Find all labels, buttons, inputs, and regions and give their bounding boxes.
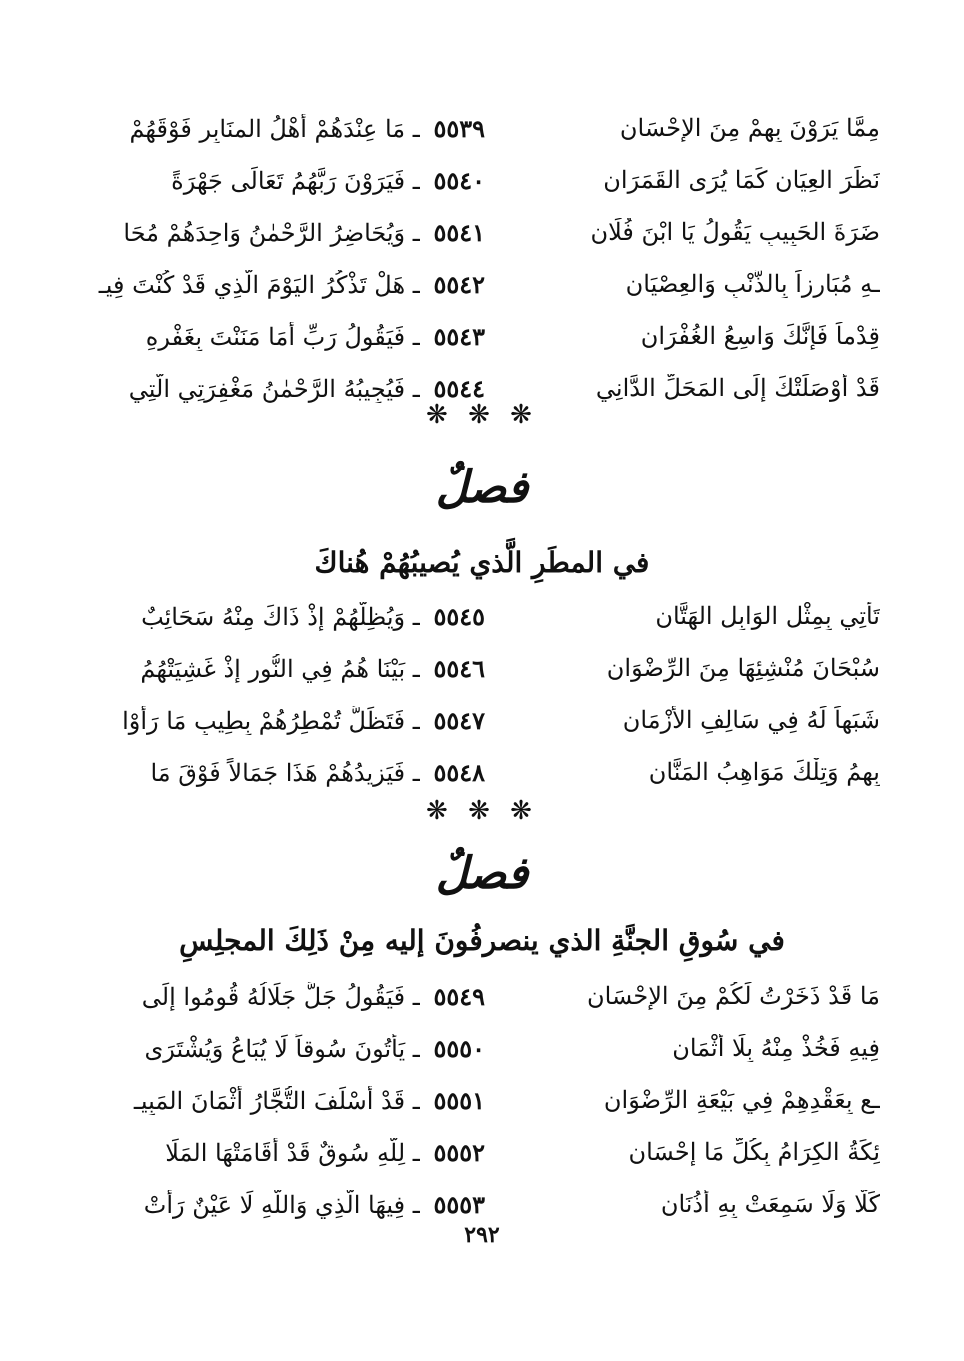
verse-separator: ـ [405,374,428,403]
verse-line [90,642,880,694]
verse-first-text: وَيُظِلُّهُمْ إِذْ ذَاكَ مِنْهُ سَحَائِبٌ [141,602,406,631]
verse-number: ٥٥٤١ [433,217,485,247]
verse-first-text: يَأْتُونَ سُوقاً لَا يُبَاعُ وَيُشْتَرَى [144,1034,406,1063]
verse-second-hemistich: قَدْ أَوْصَلَتْكَ إِلَى المَحَلِّ الدَّانِي [595,374,880,402]
verse-first-hemistich [90,166,485,195]
verse-first-text: وَيُحَاضِرُ الرَّحْمٰنُ وَاحِدَهُمْ مُحَا [123,218,406,247]
verse-first-hemistich [90,218,485,247]
verse-line [90,746,880,798]
verse-separator: ـ [405,602,428,631]
verse-line [90,1126,880,1178]
verse-first-text: فِيهَا الَّذِي وَاللَّهِ لَا عَيْنٌ رَأَتْ [143,1190,406,1219]
verse-block-1 [90,102,880,414]
chapter-title: فصلٌ [435,848,529,899]
verse-line [90,1022,880,1074]
verse-second-hemistich: سُبْحَانَ مُنْشِئِهَا مِنَ الرِّضْوَانِ [606,654,880,682]
verse-number: ٥٥٤٥ [433,601,485,631]
verse-separator: ـ [405,654,428,683]
verse-first-hemistich [90,270,485,299]
verse-second-hemistich: نَظَرَ العِيَانِ كَمَا يُرَى القَمَرَانِ [603,166,880,194]
verse-line [90,206,880,258]
verse-number: ٥٥٤٣ [433,321,485,351]
verse-number: ٥٥٤٩ [433,981,485,1011]
verse-number: ٥٥٤٨ [433,757,485,787]
verse-block-3 [90,970,880,1230]
verse-second-hemistich: ـعِ بِعَقْدِهِمْ فِي بَيْعَةِ الرِّضْوَانِ [603,1086,880,1114]
verse-first-text: فَيَرَوْنَ رَبَّهُمُ تَعَالَى جَهْرَةً [171,166,406,195]
verse-separator: ـ [405,706,428,735]
section-divider-stars: ❋ ❋ ❋ [426,796,538,826]
verse-number: ٥٥٥٣ [433,1189,485,1219]
verse-first-hemistich [90,654,485,683]
verse-second-hemistich: ضَرَةَ الحَبِيبِ يَقُولُ يَا ابْنَ فُلَانِ [590,218,880,246]
verse-first-text: فَتَظَلُّ تُمْطِرُهُمْ بِطِيبٍ مَا رَأَوْا [122,706,406,735]
verse-first-text: قَدْ أَسْلَفَ التُّجَّارُ أَثْمَانَ المَبِيـ [133,1086,406,1115]
section-heading-rain: في المطَرِ الَّذي يُصيبُهُمْ هُناكَ [314,546,650,579]
verse-separator: ـ [405,166,428,195]
verse-first-text: فَيَزِيدُهُمْ هَذَا جَمَالاً فَوْقَ مَا [150,758,406,787]
verse-second-hemistich: مَا قَدْ ذَخَرْتُ لَكُمْ مِنَ الإِحْسَانِ [587,982,880,1010]
verse-first-hemistich [90,1138,485,1167]
section-divider-stars: ❋ ❋ ❋ [426,400,538,430]
verse-line [90,694,880,746]
verse-first-hemistich [90,758,485,787]
verse-second-hemistich: فِيهِ فَخُذْ مِنْهُ بِلَا أَثْمَانِ [672,1034,880,1062]
verse-line [90,1074,880,1126]
verse-second-hemistich: كَلَّا وَلَا سَمِعَتْ بِهِ أُذُنَانِ [660,1190,880,1218]
verse-separator: ـ [405,1034,428,1063]
verse-separator: ـ [405,218,428,247]
verse-number: ٥٥٥٢ [433,1137,485,1167]
verse-second-hemistich: ئِكَةُ الكِرَامُ بِكُلِّ مَا إِحْسَانِ [628,1138,880,1166]
verse-first-hemistich [90,602,485,631]
verse-line [90,154,880,206]
verse-second-hemistich: شَبَهاً لَهُ فِي سَالِفِ الأَزْمَانِ [622,706,880,734]
verse-separator: ـ [405,322,428,351]
verse-separator: ـ [405,1138,428,1167]
verse-first-hemistich [90,114,485,143]
verse-number: ٥٥٤٠ [433,165,485,195]
page-number: ٢٩٢ [464,1222,500,1248]
verse-first-text: هَلْ تَذْكُرُ اليَوْمَ الَّذِي قَدْ كُنْتَ فِيـ [98,270,406,299]
verse-first-text: فَيَقُولُ رَبِّ أَمَا مَنَنْتَ بِغَفْرِهِ [145,322,406,351]
verse-first-text: مَا عِنْدَهُمْ أَهْلُ المنَابِرِ فَوْقَهُمْ [129,114,406,143]
verse-first-text: فَيَقُولُ جَلَّ جَلَالُهُ قُومُوا إِلَى [141,982,406,1011]
verse-line [90,590,880,642]
verse-separator: ـ [405,1086,428,1115]
verse-second-hemistich: ـهِ مُبَارِزاً بِالذَّنْبِ وَالعِصْيَانِ [625,270,880,298]
verse-second-hemistich: بِهِمُ وَتِلْكَ مَوَاهِبُ المَنَّانِ [648,758,880,786]
verse-second-hemistich: قِدْماً فَإِنَّكَ وَاسِعُ الغُفْرَانِ [640,322,880,350]
verse-first-text: لِلَّهِ سُوقٌ قَدْ أَقَامَتْهَا المَلَا [165,1138,406,1167]
verse-first-hemistich [90,322,485,351]
verse-line [90,310,880,362]
verse-first-hemistich [90,706,485,735]
section-heading-market: في سُوقِ الجنَّةِ الذي ينصرفُونَ إليه مِنْ ذَلِكَ المجلِسِ [179,924,785,957]
verse-line [90,102,880,154]
verse-first-hemistich [90,982,485,1011]
verse-separator: ـ [405,982,428,1011]
verse-separator: ـ [405,270,428,299]
verse-number: ٥٥٥١ [433,1085,485,1115]
verse-block-2 [90,590,880,798]
chapter-title: فصلٌ [435,462,529,513]
verse-first-hemistich [90,1086,485,1115]
verse-number: ٥٥٥٠ [433,1033,485,1063]
verse-number: ٥٥٤٢ [433,269,485,299]
verse-second-hemistich: مِمَّا يَرَوْنَ بِهِمْ مِنَ الإِحْسَانِ [619,114,880,142]
verse-line [90,258,880,310]
verse-number: ٥٥٤٦ [433,653,485,683]
verse-first-hemistich [90,1034,485,1063]
verse-number: ٥٥٤٧ [433,705,485,735]
verse-first-hemistich [90,1190,485,1219]
verse-number: ٥٥٣٩ [433,113,485,143]
verse-first-text: فَيُجِيبُهُ الرَّحْمٰنُ مَغْفِرَتِي الَّتِي [128,374,406,403]
verse-first-text: بَيْنَا هُمُ فِي النُّورِ إِذْ غَشِيَتْهُمُ [140,654,406,683]
verse-separator: ـ [405,1190,428,1219]
verse-separator: ـ [405,114,428,143]
verse-number: ٥٥٤٤ [433,373,485,403]
verse-second-hemistich: تَأْتِي بِمِثْلِ الوَابِلِ الهَتَّانِ [655,602,880,630]
verse-first-hemistich [90,374,485,403]
verse-line [90,970,880,1022]
verse-separator: ـ [405,758,428,787]
